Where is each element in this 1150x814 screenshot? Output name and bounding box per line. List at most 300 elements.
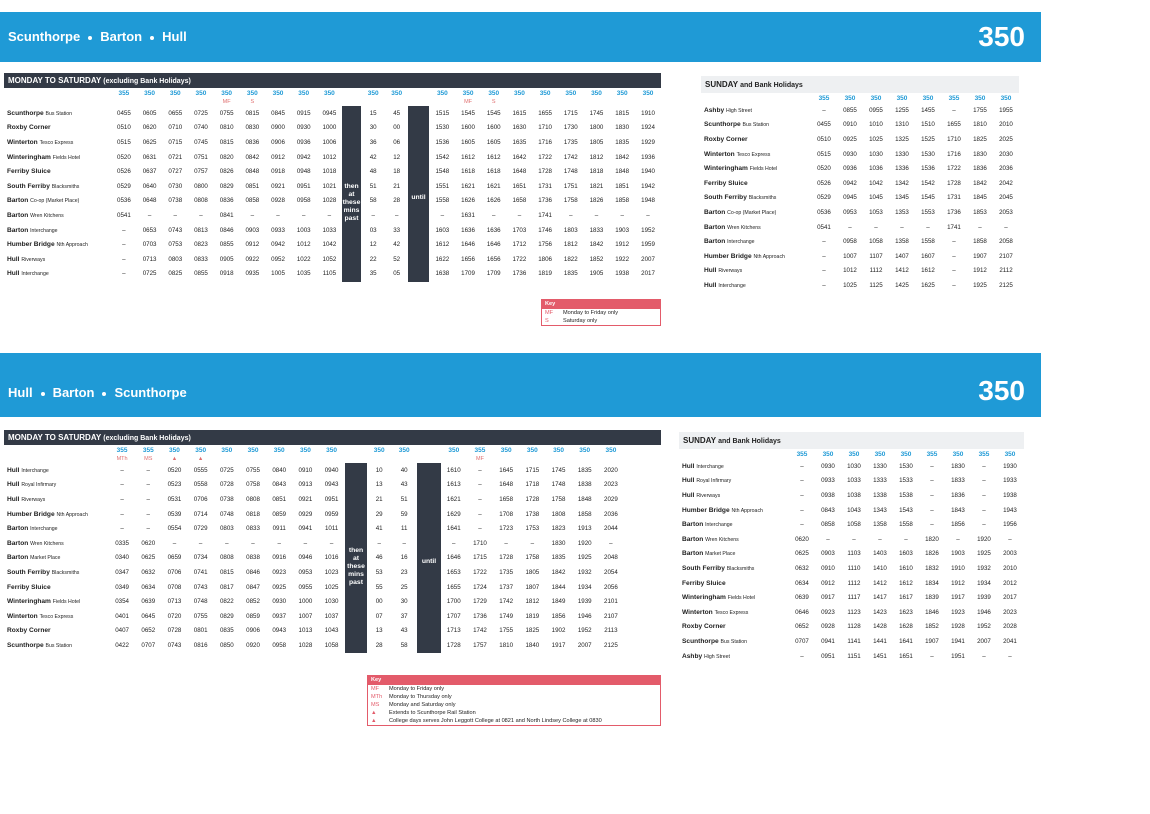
- departure-time: 1012: [296, 241, 311, 249]
- departure-time: 43: [400, 627, 408, 635]
- departure-time: 0605: [142, 109, 157, 117]
- departure-time: 1843: [951, 506, 965, 514]
- key-text: Monday to Friday only: [389, 686, 445, 692]
- heading-note: (excluding Bank Holidays): [103, 78, 191, 85]
- inbound-sunday-heading: [679, 432, 1024, 449]
- departure-time: –: [952, 281, 956, 289]
- departure-time: 1030: [847, 462, 861, 470]
- departure-time: 45: [393, 109, 401, 117]
- departure-time: –: [122, 255, 126, 263]
- departure-time: 1735: [499, 568, 514, 576]
- stop-name: Barton: [7, 554, 29, 562]
- departure-time: 0943: [324, 481, 339, 489]
- departure-time: 0921: [298, 495, 313, 503]
- departure-time: 1810: [973, 121, 987, 129]
- departure-time: 0930: [821, 462, 835, 470]
- corner-cell: [4, 455, 109, 463]
- departure-time: 2107: [999, 252, 1013, 260]
- stop-name: Winteringham: [7, 598, 51, 606]
- departure-time: 1045: [869, 194, 883, 202]
- departure-time: –: [120, 466, 124, 474]
- departure-time: 2007: [977, 637, 991, 645]
- departure-time: 1635: [512, 138, 527, 146]
- key-code: ▲: [371, 718, 377, 724]
- departure-time: 0910: [298, 466, 313, 474]
- departure-time: 1107: [869, 252, 883, 260]
- departure-time: 0946: [298, 554, 313, 562]
- departure-time: 1806: [538, 255, 552, 263]
- stop-note: Interchange: [30, 526, 58, 533]
- key-title: Key: [542, 300, 660, 309]
- departure-time: 1655: [538, 109, 552, 117]
- timetable-row: [4, 594, 624, 609]
- departure-time: 1830: [951, 462, 965, 470]
- key-text: Monday and Saturday only: [389, 702, 456, 708]
- departure-time: 1338: [873, 491, 887, 499]
- heading-text: SUNDAY: [705, 80, 738, 89]
- service-number: 350: [221, 89, 233, 97]
- stop-note: Wren Kitchens: [30, 540, 64, 547]
- departure-time: 1658: [512, 197, 527, 205]
- key-item: [368, 685, 660, 693]
- departure-time: 1000: [298, 598, 313, 606]
- departure-time: 2112: [999, 267, 1013, 275]
- departure-time: 0738: [219, 495, 234, 503]
- departure-time: 1741: [947, 223, 961, 231]
- departure-time: 13: [375, 481, 383, 489]
- departure-time: 0825: [168, 270, 183, 278]
- departure-time: –: [146, 481, 150, 489]
- departure-time: –: [800, 491, 804, 499]
- departure-time: 1545: [921, 194, 935, 202]
- departure-time: 1848: [615, 168, 630, 176]
- service-number: 350: [298, 89, 310, 97]
- departure-time: 1610: [899, 564, 913, 572]
- departure-time: 1936: [641, 153, 655, 161]
- stop-note: Interchange: [30, 227, 58, 234]
- departure-time: 1830: [551, 539, 566, 547]
- departure-time: 1715: [525, 466, 540, 474]
- departure-time: 25: [400, 583, 408, 591]
- departure-time: 0634: [795, 579, 809, 587]
- stop-name-cell: [4, 179, 111, 194]
- departure-time: 1618: [486, 168, 501, 176]
- stop-name: Humber Bridge: [704, 252, 752, 260]
- departure-time: 1917: [951, 594, 965, 602]
- departure-time: 0536: [817, 208, 831, 216]
- key-code: S: [545, 318, 549, 324]
- departure-time: 1715: [563, 109, 578, 117]
- departure-time: 0938: [821, 491, 835, 499]
- departure-time: 2025: [999, 135, 1013, 143]
- departure-time: 1651: [899, 652, 913, 660]
- stop-note: Blacksmiths: [51, 569, 80, 576]
- departure-time: 0936: [843, 165, 857, 173]
- departure-time: 1617: [899, 594, 913, 602]
- departure-time: 0920: [246, 641, 260, 649]
- service-number: 350: [367, 89, 379, 97]
- departure-time: 1043: [847, 506, 861, 514]
- stop-name: Barton: [682, 550, 704, 558]
- stop-name-cell: [701, 147, 811, 162]
- departure-time: 1006: [322, 138, 337, 146]
- stop-name: Hull: [682, 491, 695, 499]
- departure-time: 1645: [499, 466, 514, 474]
- departure-time: 0335: [115, 539, 129, 547]
- departure-time: 0634: [141, 583, 156, 591]
- departure-time: 1858: [973, 238, 987, 246]
- departure-time: 1822: [563, 255, 578, 263]
- departure-time: 0925: [272, 583, 287, 591]
- departure-time: 0815: [245, 109, 260, 117]
- departure-time: 0620: [142, 124, 157, 132]
- departure-time: 1709: [486, 270, 501, 278]
- timetable-row: [679, 620, 1023, 635]
- stop-note: Interchange: [696, 463, 724, 470]
- departure-time: –: [301, 211, 306, 219]
- departure-time: 0725: [142, 270, 157, 278]
- stop-note: Bus Station: [720, 638, 748, 645]
- departure-time: 2017: [641, 270, 655, 278]
- departure-time: 0620: [795, 535, 809, 543]
- stop-name: South Ferriby: [682, 564, 725, 572]
- departure-time: 1052: [322, 255, 337, 263]
- stop-name-cell: [4, 609, 109, 624]
- stop-note: Royal Infirmary: [21, 482, 57, 489]
- departure-time: 1358: [873, 521, 887, 529]
- departure-time: 1536: [435, 138, 450, 146]
- service-note: [532, 98, 558, 106]
- timetable-row: [679, 503, 1023, 518]
- stop-name: Humber Bridge: [7, 241, 55, 249]
- departure-time: 1818: [589, 168, 604, 176]
- departure-time: 0838: [246, 554, 260, 562]
- departure-time: 1658: [499, 495, 514, 503]
- departure-time: 1923: [951, 608, 965, 616]
- stop-name-cell: [4, 536, 109, 551]
- stop-name: Winteringham: [704, 165, 748, 173]
- frequency-band-then: [342, 106, 361, 282]
- departure-time: –: [982, 506, 986, 514]
- departure-time: 1938: [615, 270, 630, 278]
- timetable-row: [4, 609, 624, 624]
- departure-time: 1812: [525, 598, 540, 606]
- service-note: [417, 455, 441, 463]
- departure-time: –: [172, 539, 177, 547]
- departure-time: 1325: [895, 135, 909, 143]
- outbound-monsat-panel: [4, 73, 661, 281]
- departure-time: 1753: [525, 525, 540, 533]
- stop-name-cell: [4, 194, 111, 209]
- departure-time: 1036: [869, 165, 883, 173]
- departure-time: 1128: [847, 623, 861, 631]
- departure-time: –: [402, 539, 406, 547]
- key-item: [368, 709, 660, 717]
- departure-time: 1939: [577, 598, 592, 606]
- departure-time: 1012: [322, 153, 337, 161]
- departure-time: 0648: [142, 197, 157, 205]
- band-word: then: [348, 546, 364, 554]
- departure-time: 53: [375, 568, 383, 576]
- departure-time: 40: [400, 466, 408, 474]
- departure-time: 1105: [322, 270, 337, 278]
- departure-time: –: [173, 211, 177, 219]
- timetable-row: [679, 547, 1023, 562]
- departure-time: 0637: [142, 168, 157, 176]
- service-number: [408, 88, 429, 98]
- stop-name-cell: [679, 620, 789, 635]
- departure-time: 0707: [141, 641, 156, 649]
- departure-time: 0955: [298, 583, 313, 591]
- departure-time: 1016: [324, 554, 339, 562]
- departure-time: 22: [369, 255, 377, 263]
- departure-time: 1803: [563, 226, 578, 234]
- timetable-row: [4, 565, 624, 580]
- departure-time: 1951: [951, 652, 965, 660]
- departure-time: 1646: [486, 241, 501, 249]
- departure-time: 1648: [499, 481, 514, 489]
- departure-time: 2023: [1003, 608, 1017, 616]
- band-word: past: [349, 578, 363, 586]
- departure-time: 1410: [873, 564, 887, 572]
- departure-time: 0823: [194, 241, 208, 249]
- departure-time: 0725: [219, 466, 234, 474]
- departure-time: 1819: [538, 270, 552, 278]
- departure-time: 1515: [435, 109, 450, 117]
- stop-name-cell: [679, 459, 789, 474]
- departure-time: 1815: [615, 109, 630, 117]
- separator-dot-icon: [41, 392, 45, 396]
- departure-time: 1842: [973, 179, 987, 187]
- departure-time: –: [982, 462, 986, 470]
- departure-time: 2053: [999, 208, 1013, 216]
- departure-time: 1723: [499, 525, 514, 533]
- departure-time: 1912: [951, 579, 965, 587]
- departure-time: 0905: [219, 255, 234, 263]
- stop-name: Ashby: [704, 106, 725, 114]
- departure-time: 0848: [245, 168, 260, 176]
- departure-time: 0936: [296, 138, 311, 146]
- departure-time: 28: [375, 641, 383, 649]
- stop-name: Hull: [682, 462, 695, 470]
- departure-time: 0620: [141, 539, 156, 547]
- service-note-row: [4, 455, 624, 463]
- service-number: 350: [1000, 94, 1012, 102]
- timetable-row: [701, 234, 1019, 249]
- departure-time: 1621: [486, 182, 501, 190]
- stop-name: Roxby Corner: [7, 124, 51, 132]
- departure-time: 1848: [577, 495, 592, 503]
- service-number: 355: [948, 94, 960, 102]
- route-stop: Barton: [100, 29, 143, 44]
- departure-time: 1731: [538, 182, 552, 190]
- service-note: [111, 98, 137, 106]
- key-code: ▲: [371, 710, 377, 716]
- band-word: then: [344, 183, 359, 191]
- service-number: 355: [926, 450, 938, 458]
- departure-time: 0703: [142, 241, 157, 249]
- departure-time: 2113: [604, 627, 618, 635]
- departure-time: 0813: [194, 226, 208, 234]
- departure-time: 1707: [446, 612, 461, 620]
- stop-note: Co-op (Market Place): [30, 198, 80, 205]
- stop-name-cell: [4, 507, 109, 522]
- departure-time: 1749: [499, 612, 514, 620]
- stop-name-cell: [4, 223, 111, 238]
- departure-time: 1653: [446, 568, 461, 576]
- departure-time: 1610: [446, 466, 461, 474]
- service-number: 350: [579, 446, 591, 454]
- timetable-row: [4, 507, 624, 522]
- departure-time: 0958: [272, 641, 287, 649]
- departure-time: –: [478, 466, 482, 474]
- departure-time: 0942: [843, 179, 857, 187]
- departure-time: 1603: [435, 226, 450, 234]
- departure-time: 0808: [194, 197, 208, 205]
- route-stop: Barton: [52, 385, 95, 400]
- departure-time: 1819: [525, 612, 540, 620]
- departure-time: 2007: [577, 641, 592, 649]
- departure-time: 1612: [486, 153, 501, 161]
- service-number: 350: [874, 450, 886, 458]
- stop-note: Nth Approach: [753, 253, 785, 260]
- departure-time: 1852: [589, 255, 604, 263]
- departure-time: 0708: [167, 583, 182, 591]
- separator-dot-icon: [88, 36, 92, 40]
- departure-time: 1123: [847, 608, 861, 616]
- departure-time: 43: [400, 481, 408, 489]
- stop-name: Humber Bridge: [7, 510, 55, 518]
- departure-time: 1012: [843, 267, 857, 275]
- departure-time: 1728: [538, 168, 552, 176]
- timetable-row: [4, 638, 624, 653]
- departure-time: –: [478, 525, 482, 533]
- departure-time: 1842: [615, 153, 630, 161]
- stop-note: Bus Station: [45, 642, 73, 649]
- departure-time: 1833: [589, 226, 604, 234]
- departure-time: 0859: [272, 510, 287, 518]
- departure-time: 0925: [843, 135, 857, 143]
- stop-name-cell: [4, 106, 111, 121]
- departure-time: 0720: [167, 612, 182, 620]
- frequency-band-until: [417, 463, 441, 653]
- departure-time: 0858: [245, 197, 260, 205]
- timetable-row: [701, 278, 1019, 293]
- departure-time: 0347: [115, 568, 129, 576]
- inbound-monsat-panel: [4, 430, 661, 653]
- departure-time: 1103: [847, 550, 861, 558]
- service-note: [441, 455, 467, 463]
- departure-time: 1330: [895, 150, 909, 158]
- departure-time: 1033: [847, 477, 861, 485]
- timetable-row: [701, 220, 1019, 235]
- departure-time: 1007: [843, 252, 857, 260]
- departure-time: 0841: [219, 211, 234, 219]
- departure-time: 0851: [245, 182, 260, 190]
- stop-name-cell: [4, 624, 109, 639]
- departure-time: –: [982, 652, 986, 660]
- departure-time: 1013: [298, 627, 313, 635]
- departure-time: 0855: [219, 241, 234, 249]
- departure-time: 1758: [551, 495, 566, 503]
- departure-time: 1943: [1003, 506, 1017, 514]
- stop-name-cell: [701, 118, 811, 133]
- stop-note: High Street: [726, 107, 752, 114]
- departure-time: 2036: [604, 510, 618, 518]
- timetable-row: [679, 517, 1023, 532]
- timetable-row: [701, 249, 1019, 264]
- departure-time: 2041: [1003, 637, 1017, 645]
- departure-time: 1621: [446, 495, 461, 503]
- departure-time: 1755: [499, 627, 514, 635]
- stop-name: Roxby Corner: [704, 135, 748, 143]
- departure-time: 1853: [973, 208, 987, 216]
- departure-time: 0912: [821, 579, 835, 587]
- departure-time: –: [478, 495, 482, 503]
- key-text: Monday to Thursday only: [389, 694, 452, 700]
- departure-time: 1612: [921, 267, 935, 275]
- departure-time: 1852: [925, 623, 939, 631]
- departure-time: 1655: [446, 583, 461, 591]
- departure-time: 0836: [219, 197, 234, 205]
- stop-name: Barton: [704, 223, 726, 231]
- stop-note: Nth Approach: [56, 242, 88, 249]
- stop-name: Barton: [7, 211, 29, 219]
- departure-time: 1835: [577, 466, 592, 474]
- key-item: [368, 717, 660, 725]
- timetable-row: [701, 103, 1019, 118]
- departure-time: 0951: [296, 182, 311, 190]
- service-number: 350: [553, 446, 564, 454]
- departure-time: 0713: [167, 598, 182, 606]
- service-number: 350: [326, 446, 338, 454]
- service-note: [240, 455, 266, 463]
- corner-cell: [679, 449, 789, 459]
- departure-time: –: [452, 539, 456, 547]
- departure-time: 0727: [168, 168, 183, 176]
- departure-time: 1548: [435, 168, 450, 176]
- service-number: 350: [247, 446, 259, 454]
- departure-time: 0858: [821, 521, 835, 529]
- departure-time: 1741: [538, 211, 552, 219]
- service-note: [572, 455, 598, 463]
- departure-time: 1858: [615, 197, 630, 205]
- departure-time: 0541: [117, 211, 131, 219]
- stop-note: Tesco Express: [39, 139, 74, 146]
- departure-time: –: [251, 539, 255, 547]
- departure-time: 1810: [499, 641, 514, 649]
- heading-note: and Bank Holidays: [740, 82, 803, 89]
- departure-time: 0846: [246, 568, 260, 576]
- departure-time: 1543: [899, 506, 913, 514]
- departure-time: 0455: [117, 109, 131, 117]
- departure-time: 0953: [843, 208, 857, 216]
- stop-name: Winterton: [7, 612, 38, 620]
- departure-time: 1412: [873, 579, 887, 587]
- departure-time: –: [930, 506, 934, 514]
- corner-cell: [4, 98, 111, 106]
- departure-time: 0933: [821, 477, 835, 485]
- departure-time: 0918: [271, 168, 285, 176]
- service-number: 350: [822, 450, 834, 458]
- departure-time: 0407: [115, 627, 129, 635]
- service-number-row: [4, 88, 661, 98]
- departure-time: 1030: [869, 150, 883, 158]
- departure-time: 1510: [921, 121, 935, 129]
- service-number: 350: [896, 94, 908, 102]
- route-stop: Scunthorpe: [114, 385, 187, 400]
- timetable-row: [4, 551, 624, 566]
